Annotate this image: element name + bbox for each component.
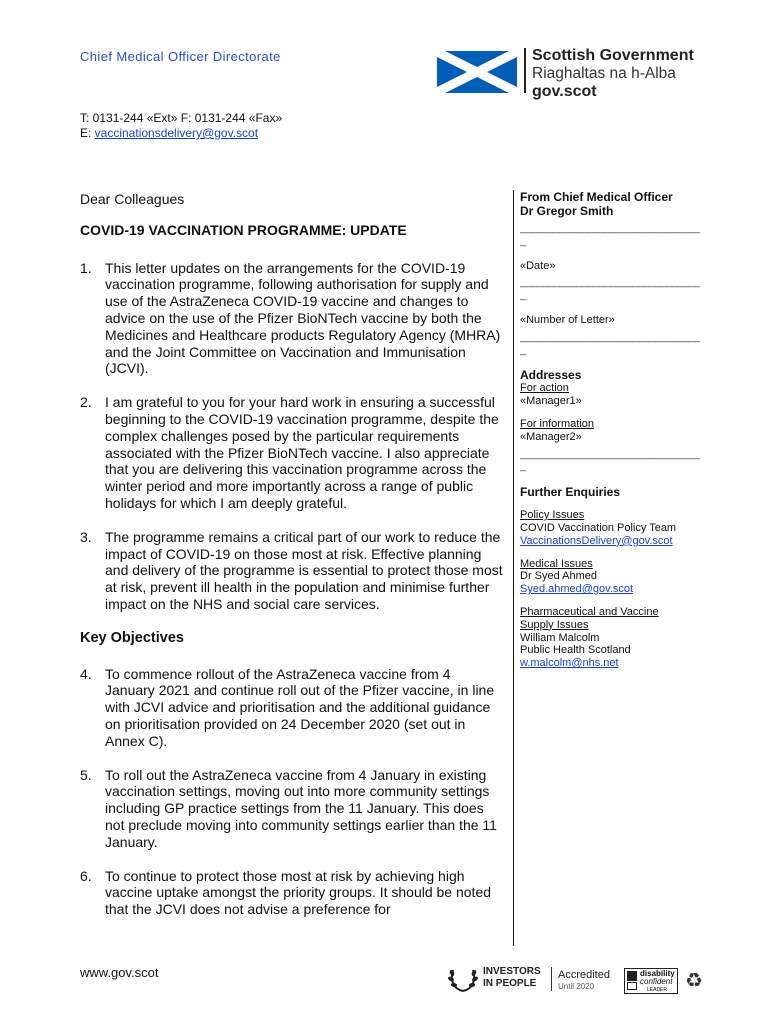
letter-number: «Number of Letter» bbox=[520, 313, 615, 326]
paragraph-text: I am grateful to you for your hard work in ensuring a successful beginning to the COVID-19 vaccination programme, despite the complex challenges posed by the particular requirements associated with the Pfizer BioNTech vaccine. I also appreciate that you are delivering this vaccination programme across the winter period and more importantly across a range of public holidays for which I am deeply grateful. bbox=[105, 394, 499, 511]
letter-body bbox=[80, 191, 504, 935]
from-name: Dr Gregor Smith bbox=[520, 204, 614, 218]
sidebar-rule: ________________________________ _ bbox=[520, 330, 700, 356]
paragraph-number: 4. bbox=[80, 665, 92, 682]
paragraph-text: This letter updates on the arrangements for the COVID-19 vaccination programme, following authorisation for supply and use of the AstraZeneca COVID-19 vaccine and changes to advice on the use of the Pfizer BioNTech vaccine by both the Medicines and Healthcare products Regulatory Agency (MHRA) and the Joint Committee on Vaccination and Immunisation (JCVI). bbox=[105, 259, 501, 377]
logo-line-english: Scottish Government bbox=[532, 47, 694, 64]
investors-in-people-laurel-icon bbox=[447, 964, 479, 994]
paragraph-text: To commence rollout of the AstraZeneca vaccine from 4 January 2021 and continue roll out of the Pfizer vaccine, in line with JCVI advice and prioritisation and the additional guidance on prioritisation provided on 24 December 2020 (set out in Annex C). bbox=[105, 665, 495, 749]
sidebar-rule: ________________________________ _ bbox=[520, 276, 700, 302]
pharma-org: Public Health Scotland bbox=[520, 644, 631, 657]
footer-website: www.gov.scot bbox=[80, 965, 159, 980]
key-objectives-heading: Key Objectives bbox=[80, 629, 184, 646]
addresses-title: Addresses bbox=[520, 368, 582, 383]
greeting: Dear Colleagues bbox=[80, 191, 185, 207]
objective-5 bbox=[80, 767, 504, 851]
column-divider bbox=[513, 190, 514, 946]
paragraph-text: To continue to protect those most at risk by achieving high vaccine uptake amongst the priority groups. It should be noted that the JCVI does not advise a preference for bbox=[105, 867, 492, 918]
letter-date: «Date» bbox=[520, 259, 556, 272]
pharma-label-2: Supply Issues bbox=[520, 618, 589, 631]
accredited-badge bbox=[558, 970, 610, 992]
logo-line-gaelic: Riaghaltas na h-Alba bbox=[532, 65, 676, 82]
sidebar-rule: ________________________________ _ bbox=[520, 447, 700, 473]
paragraph-2 bbox=[80, 394, 504, 512]
iip-line-1: INVESTORS bbox=[483, 966, 541, 977]
accredited-label: Accredited bbox=[558, 969, 610, 981]
iip-line-2: IN PEOPLE bbox=[483, 978, 537, 989]
policy-label: Policy Issues bbox=[520, 509, 585, 522]
for-action-label: For action bbox=[520, 382, 569, 395]
paragraph-number: 6. bbox=[80, 867, 92, 884]
policy-team: COVID Vaccination Policy Team bbox=[520, 521, 677, 534]
policy-email-link[interactable]: VaccinationsDelivery@gov.scot bbox=[520, 534, 673, 547]
pharma-email-link[interactable]: w.malcolm@nhs.net bbox=[520, 657, 619, 670]
for-info-label: For information bbox=[520, 417, 594, 430]
pharma-name: William Malcolm bbox=[520, 631, 600, 644]
for-info-value: «Manager2» bbox=[520, 430, 582, 443]
from-title: From Chief Medical Officer bbox=[520, 190, 673, 204]
directorate-title: Chief Medical Officer Directorate bbox=[80, 49, 281, 64]
accredited-until: Until 2020 bbox=[558, 982, 595, 991]
accredited-divider bbox=[551, 967, 552, 991]
logo-divider bbox=[524, 48, 526, 93]
saltire-icon bbox=[437, 51, 517, 93]
dc-line-3: LEADER bbox=[647, 987, 668, 993]
paragraph-3 bbox=[80, 529, 504, 613]
contact-email-line bbox=[80, 126, 282, 141]
paragraph-number: 2. bbox=[80, 394, 92, 411]
objective-6 bbox=[80, 868, 504, 918]
paragraph-number: 3. bbox=[80, 528, 92, 545]
contact-email-link[interactable]: vaccinationsdelivery@gov.scot bbox=[94, 126, 259, 140]
logo-line-web: gov.scot bbox=[532, 83, 597, 100]
sidebar-rule: ________________________________ _ bbox=[520, 222, 700, 247]
objective-4 bbox=[80, 666, 504, 750]
contact-phone-fax: T: 0131-244 «Ext» F: 0131-244 «Fax» bbox=[80, 111, 283, 125]
sidebar bbox=[520, 190, 700, 670]
paragraph-number: 5. bbox=[80, 766, 92, 783]
letter-heading: COVID-19 VACCINATION PROGRAMME: UPDATE bbox=[80, 221, 407, 238]
enquiries-title: Further Enquiries bbox=[520, 485, 621, 500]
scottish-government-logo bbox=[532, 47, 694, 101]
medical-email-link[interactable]: Syed.ahmed@gov.scot bbox=[520, 583, 634, 596]
for-action-value: «Manager1» bbox=[520, 395, 582, 408]
contact-block bbox=[80, 111, 282, 141]
paragraph-1 bbox=[80, 260, 504, 378]
paragraph-number: 1. bbox=[80, 259, 92, 276]
medical-label: Medical Issues bbox=[520, 557, 593, 570]
pharma-label: Pharmaceutical and Vaccine bbox=[520, 605, 659, 618]
dc-line-1: disability bbox=[640, 969, 675, 978]
contact-email-prefix: E: bbox=[80, 126, 95, 140]
recycle-icon: ♻ bbox=[685, 970, 703, 992]
paragraph-text: To roll out the AstraZeneca vaccine from 4 January in existing vaccination settings, moving out into more community settings including GP practice settings from the 11 January. This does not preclude moving into community settings earlier than the 11 January. bbox=[105, 766, 497, 850]
paragraph-text: The programme remains a critical part of our work to reduce the impact of COVID-19 on those most at risk. Effective planning and delivery of the programme is essential to protect those most at risk, prevent ill health in the population and minimise further impact on the NHS and social care services. bbox=[105, 528, 503, 612]
disability-confident-icon bbox=[624, 968, 678, 994]
medical-name: Dr Syed Ahmed bbox=[520, 570, 598, 583]
investors-in-people-text bbox=[483, 966, 541, 990]
dc-line-2: confident bbox=[640, 977, 673, 986]
